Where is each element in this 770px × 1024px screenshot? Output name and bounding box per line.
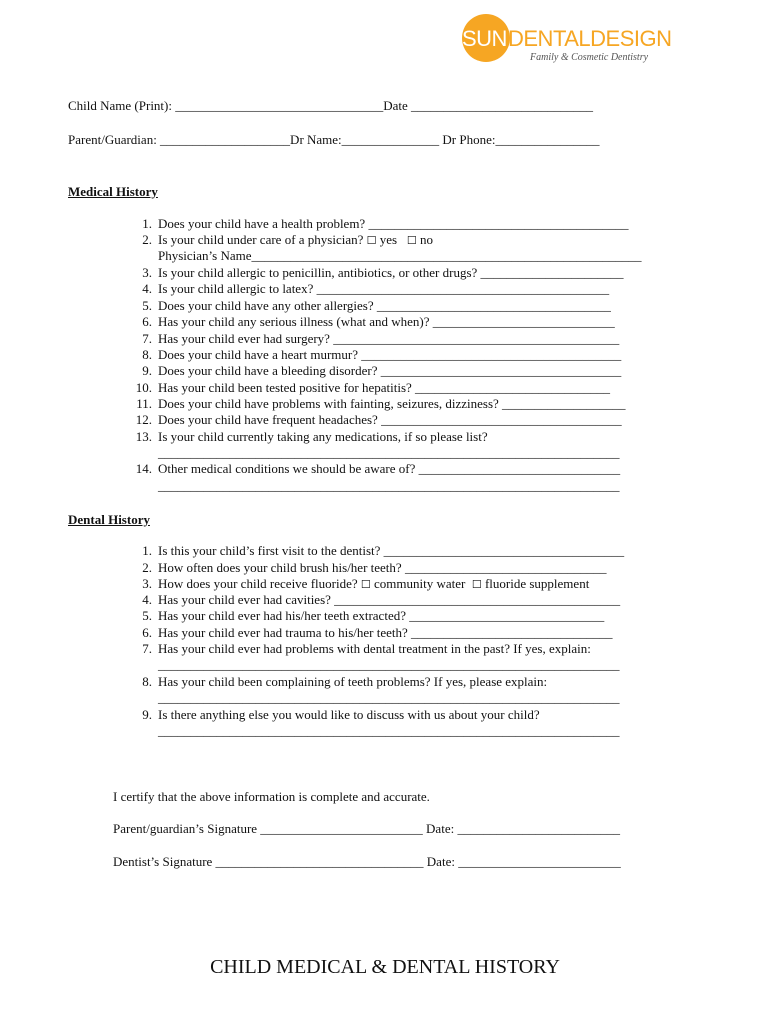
item-number: 1. bbox=[142, 216, 152, 231]
parent-signature-field[interactable]: Parent/guardian’s Signature _________________________ Date: _________________________ bbox=[113, 821, 620, 836]
item-number: 8. bbox=[142, 347, 152, 362]
item-number: 4. bbox=[142, 281, 152, 296]
item-text: Is your child allergic to latex? _____________________________________________ bbox=[158, 281, 610, 296]
certify-statement: I certify that the above information is complete and accurate. bbox=[113, 789, 430, 804]
parent-guardian-field[interactable]: Parent/Guardian: ____________________Dr Name:_______________ Dr Phone:________________ bbox=[68, 132, 600, 147]
item-number: 7. bbox=[142, 331, 152, 346]
item-number: 1. bbox=[142, 543, 152, 558]
item-text: Has your child ever had problems with dental treatment in the past? If yes, explain: bbox=[158, 641, 591, 656]
item-text: How does your child receive fluoride? bbox=[158, 576, 358, 591]
logo-dental-design-text: DENTALDESIGN bbox=[508, 26, 672, 51]
dental-treatment-answer-line[interactable] bbox=[130, 657, 620, 673]
no-label: no bbox=[420, 232, 433, 247]
item-number: 2. bbox=[142, 560, 152, 575]
dental-item-8[interactable] bbox=[130, 674, 547, 690]
item-text: _______________________________________________________________________ bbox=[158, 445, 620, 460]
medical-item-2[interactable] bbox=[130, 232, 433, 249]
medical-item-10[interactable] bbox=[130, 380, 610, 396]
yes-checkbox[interactable]: ☐ bbox=[366, 234, 377, 247]
medical-item-14[interactable] bbox=[130, 461, 620, 477]
item-text: Does your child have a heart murmur? ________________________________________ bbox=[158, 347, 622, 362]
item-text: _______________________________________________________________________ bbox=[158, 657, 620, 672]
item-text: Other medical conditions we should be aware of? _______________________________ bbox=[158, 461, 621, 476]
item-text: _______________________________________________________________________ bbox=[158, 478, 620, 493]
item-text: Is your child currently taking any medications, if so please list? bbox=[158, 429, 488, 444]
item-text: Physician’s Name____________________________________________________________ bbox=[158, 248, 642, 263]
item-text: Does your child have problems with fainting, seizures, dizziness? ___________________ bbox=[158, 396, 626, 411]
item-text: Has your child been tested positive for hepatitis? ______________________________ bbox=[158, 380, 611, 395]
teeth-problems-answer-line[interactable] bbox=[130, 690, 620, 706]
item-number: 9. bbox=[142, 363, 152, 378]
item-text: Does your child have a health problem? ________________________________________ bbox=[158, 216, 629, 231]
item-number: 5. bbox=[142, 298, 152, 313]
medical-item-11[interactable] bbox=[130, 396, 626, 412]
item-number: 12. bbox=[135, 412, 152, 427]
community-water-checkbox[interactable]: ☐ bbox=[360, 578, 371, 591]
item-text: Has your child ever had cavities? ____________________________________________ bbox=[158, 592, 621, 607]
medical-item-13[interactable] bbox=[130, 429, 488, 445]
item-number: 4. bbox=[142, 592, 152, 607]
item-text: Has your child ever had trauma to his/her teeth? _______________________________ bbox=[158, 625, 613, 640]
medical-item-9[interactable] bbox=[130, 363, 621, 379]
item-number: 6. bbox=[142, 625, 152, 640]
item-number: 7. bbox=[142, 641, 152, 656]
item-number: 13. bbox=[135, 429, 152, 444]
logo bbox=[460, 14, 672, 66]
item-text: _______________________________________________________________________ bbox=[158, 690, 620, 705]
medications-answer-line[interactable] bbox=[130, 445, 620, 461]
logo-tagline: Family & Cosmetic Dentistry bbox=[530, 52, 649, 63]
item-number: 3. bbox=[142, 265, 152, 280]
item-text: Does your child have frequent headaches? _____________________________________ bbox=[158, 412, 622, 427]
fluoride-supplement-checkbox[interactable]: ☐ bbox=[471, 578, 482, 591]
item-text: Is your child under care of a physician? bbox=[158, 232, 364, 247]
dental-item-3[interactable] bbox=[130, 576, 589, 593]
child-name-field[interactable]: Child Name (Print): ________________________________Date ____________________________ bbox=[68, 98, 594, 113]
medical-item-1[interactable] bbox=[130, 216, 628, 232]
item-text: Has your child any serious illness (what and when)? ____________________________ bbox=[158, 314, 615, 329]
fluoride-supplement-label: fluoride supplement bbox=[484, 576, 590, 591]
item-number: 14. bbox=[135, 461, 152, 476]
item-text: Is this your child’s first visit to the dentist? _____________________________________ bbox=[158, 543, 625, 558]
item-text: How often does your child brush his/her teeth? _______________________________ bbox=[158, 560, 607, 575]
medical-item-4[interactable] bbox=[130, 281, 609, 297]
dental-item-4[interactable] bbox=[130, 592, 620, 608]
dental-item-1[interactable] bbox=[130, 543, 624, 559]
no-checkbox[interactable]: ☐ bbox=[406, 234, 417, 247]
item-text: Has your child been complaining of teeth problems? If yes, please explain: bbox=[158, 674, 548, 689]
other-conditions-answer-line[interactable] bbox=[130, 478, 620, 494]
medical-item-6[interactable] bbox=[130, 314, 615, 330]
medical-history-heading: Medical History bbox=[68, 184, 158, 199]
item-number: 2. bbox=[142, 232, 152, 247]
medical-item-8[interactable] bbox=[130, 347, 621, 363]
item-number: 3. bbox=[142, 576, 152, 591]
discuss-answer-line[interactable] bbox=[130, 723, 620, 739]
item-text: Has your child ever had his/her teeth extracted? ______________________________ bbox=[158, 608, 605, 623]
medical-item-5[interactable] bbox=[130, 298, 611, 314]
community-water-label: community water bbox=[374, 576, 466, 591]
item-text: Has your child ever had surgery? ____________________________________________ bbox=[158, 331, 620, 346]
item-number: 8. bbox=[142, 674, 152, 689]
item-text: _______________________________________________________________________ bbox=[158, 723, 620, 738]
document-title: CHILD MEDICAL & DENTAL HISTORY bbox=[210, 956, 560, 978]
dental-item-7[interactable] bbox=[130, 641, 591, 657]
dental-history-heading: Dental History bbox=[68, 512, 150, 527]
dental-item-9[interactable] bbox=[130, 707, 540, 723]
item-text: Is your child allergic to penicillin, antibiotics, or other drugs? ______________________ bbox=[158, 265, 624, 280]
item-number: 11. bbox=[136, 396, 152, 411]
item-text: Does your child have a bleeding disorder? _____________________________________ bbox=[158, 363, 622, 378]
medical-item-12[interactable] bbox=[130, 412, 622, 428]
item-number: 9. bbox=[142, 707, 152, 722]
item-number: 5. bbox=[142, 608, 152, 623]
logo-sun-text: SUN bbox=[462, 26, 507, 51]
dental-item-2[interactable] bbox=[130, 560, 606, 576]
item-number: 10. bbox=[135, 380, 152, 395]
item-number: 6. bbox=[142, 314, 152, 329]
item-text: Does your child have any other allergies? ____________________________________ bbox=[158, 298, 611, 313]
medical-item-3[interactable] bbox=[130, 265, 624, 281]
item-text: Is there anything else you would like to discuss with us about your child? bbox=[158, 707, 540, 722]
medical-item-7[interactable] bbox=[130, 331, 619, 347]
yes-label: yes bbox=[379, 232, 398, 247]
dentist-signature-field[interactable]: Dentist’s Signature ________________________________ Date: _________________________ bbox=[113, 854, 621, 869]
dental-item-6[interactable] bbox=[130, 625, 613, 641]
dental-item-5[interactable] bbox=[130, 608, 604, 624]
physician-name-field[interactable] bbox=[130, 248, 642, 264]
